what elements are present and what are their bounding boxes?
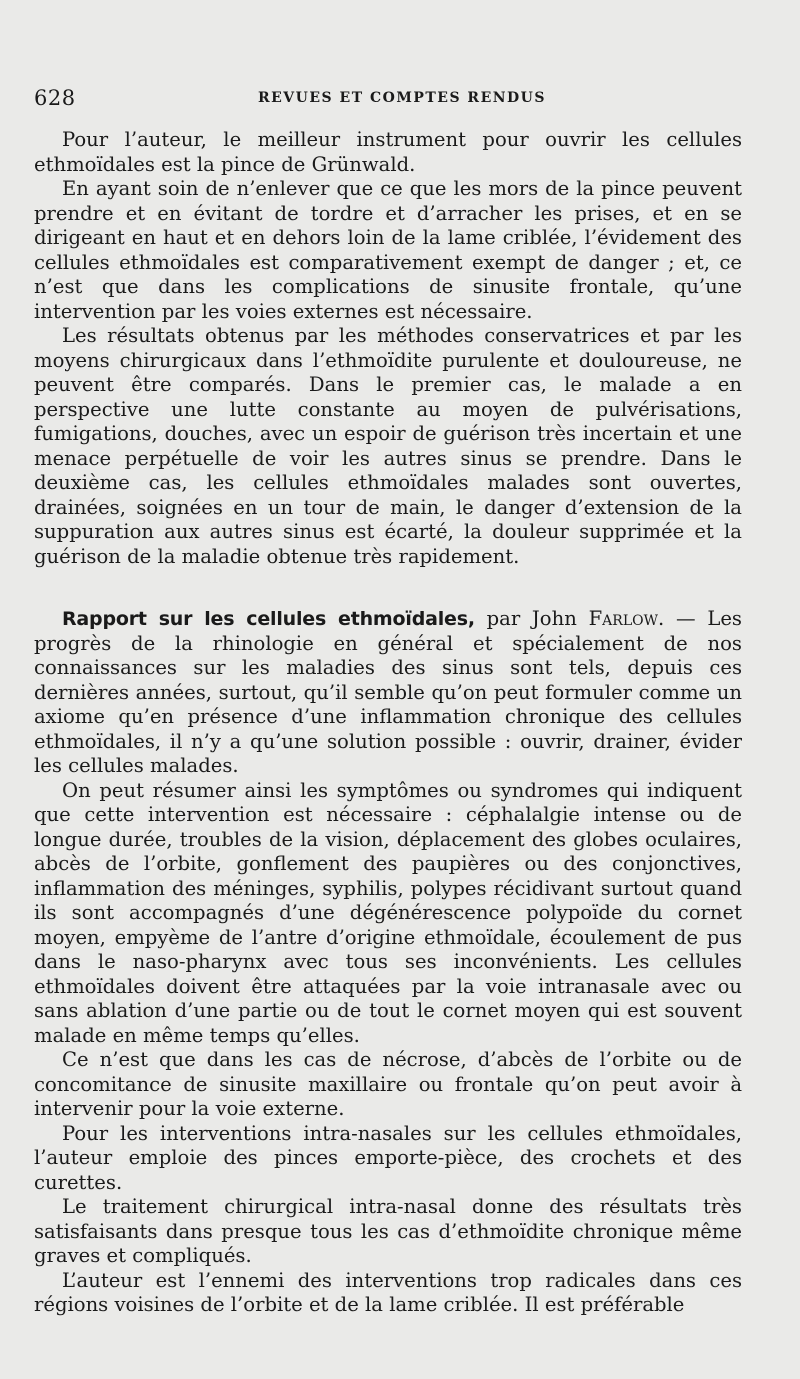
- author-name: Farlow: [588, 607, 658, 630]
- running-head: REVUES ET COMPTES RENDUS: [258, 90, 546, 106]
- author-prefix: par John: [474, 607, 589, 630]
- paragraph: Le traitement chirurgical intra-nasal donne des résultats très satisfaisants dans presque tous les cas d’ethmoïdite chronique même graves et compliqués.: [34, 1195, 742, 1267]
- paragraph: En ayant soin de n’enlever que ce que les mors de la pince peuvent prendre et en évitant de tordre et d’arracher les prises, et en se dirigeant en haut et en dehors loin de la lame criblée, l’évidement des cellules ethmoïdales est comparativement exempt de danger ; et, ce n’est que dans les complications de sinusite frontale, qu’une intervention par les voies externes est nécessaire.: [34, 177, 742, 323]
- section-divider: [34, 569, 742, 607]
- page-header: [34, 86, 754, 116]
- intro-text: . — Les progrès de la rhinologie en général et spécialement de nos connaissances sur les maladies des sinus sont tels, depuis ces dernières années, surtout, qu’il semble qu’on peut formuler comme un axiome qu’en présence d’une inflammation chronique des cellules ethmoïdales, il n’y a qu’une solution possible : ouvrir, drainer, évider les cellules malades.: [34, 607, 742, 777]
- page-body: [34, 128, 742, 1318]
- paragraph: L’auteur est l’ennemi des interventions trop radicales dans ces régions voisines de l’orbite et de la lame criblée. Il est préférable: [34, 1268, 742, 1316]
- paragraph: Pour l’auteur, le meilleur instrument pour ouvrir les cellules ethmoïdales est la pince de Grünwald.: [34, 128, 742, 176]
- paragraph: Ce n’est que dans les cas de nécrose, d’abcès de l’orbite ou de concomitance de sinusite maxillaire ou frontale qu’on peut avoir à intervenir pour la voie externe.: [34, 1048, 742, 1120]
- paragraph: Les résultats obtenus par les méthodes conservatrices et par les moyens chirurgicaux dans l’ethmoïdite purulente et douloureuse, ne peuvent être comparés. Dans le premier cas, le malade a en perspective une lutte constante au moyen de pulvérisations, fumigations, douches, avec un espoir de guérison très incertain et une menace perpétuelle de voir les autres sinus se prendre. Dans le deuxième cas, les cellules ethmoïdales malades sont ouvertes, drainées, soignées en un tour de main, le danger d’extension de la suppuration aux autres sinus est écarté, la douleur supprimée et la guérison de la maladie obtenue très rapidement.: [34, 324, 742, 568]
- article-intro-paragraph: [34, 607, 742, 779]
- article-title: Rapport sur les cellules ethmoïdales,: [62, 608, 475, 630]
- paragraph: Pour les interventions intra-nasales sur les cellules ethmoïdales, l’auteur emploie des pinces emporte-pièce, des crochets et des curettes.: [34, 1121, 742, 1194]
- paragraph: On peut résumer ainsi les symptômes ou syndromes qui indiquent que cette intervention est nécessaire : céphalalgie intense ou de longue durée, troubles de la vision, déplacement des globes oculaires, abcès de l’orbite, gonflement des paupières ou des conjonctives, inflammation des méninges, syphilis, polypes récidivant surtout quand ils sont accompagnés d’une dégénérescence polypoïde du cornet moyen, empyème de l’antre d’origine ethmoïdale, écoulement de pus dans le naso-pharynx avec tous ses inconvénients. Les cellules ethmoïdales doivent être attaquées par la voie intranasale avec ou sans ablation d’une partie ou de tout le cornet moyen qui est souvent malade en même temps qu’elles.: [34, 778, 742, 1047]
- page-number: 628: [34, 86, 76, 110]
